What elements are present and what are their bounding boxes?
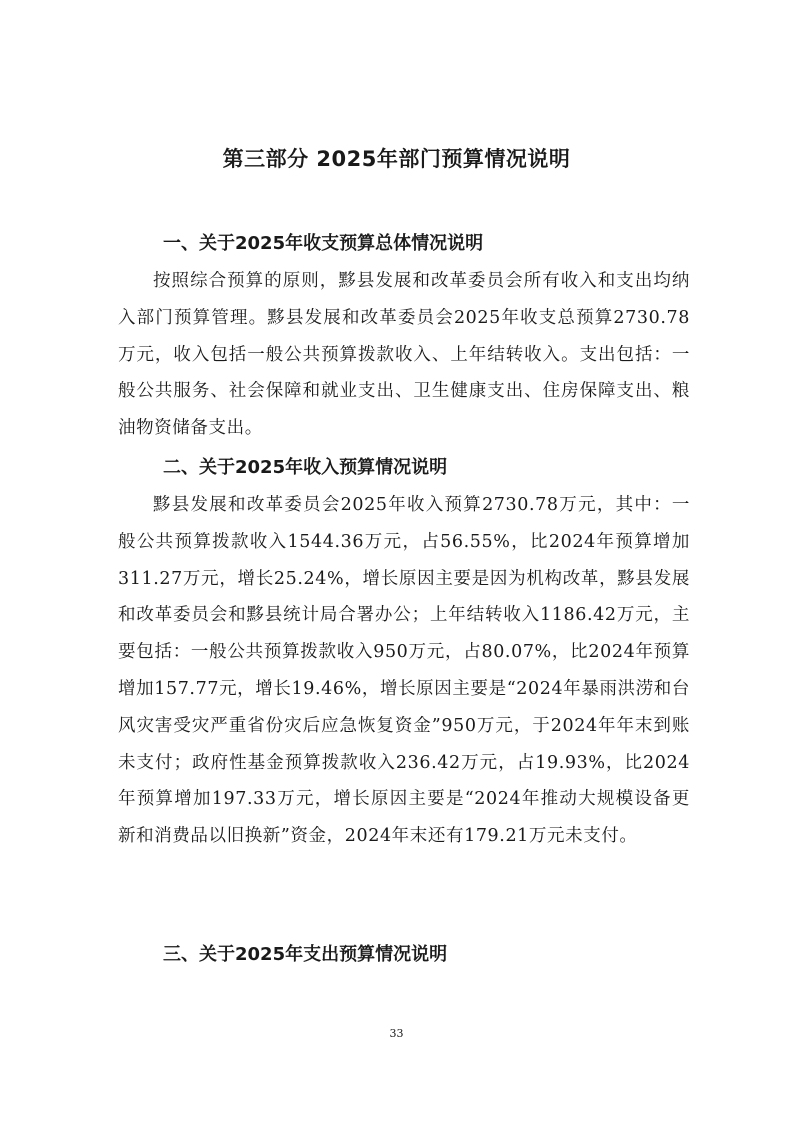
page-number: 33 bbox=[389, 1027, 404, 1040]
page-title: 第三部分 2025年部门预算情况说明 bbox=[222, 147, 571, 171]
section-paragraph-1: 按照综合预算的原则，黟县发展和改革委员会所有收入和支出均纳入部门预算管理。黟县发展和改革委员会2025年收支总预算2730.78万元，收入包括一般公共预算拨款收入、上年结转收入。支出包括：一般公共服务、社会保障和就业支出、卫生健康支出、住房保障支出、粮油物资储备支出。 bbox=[118, 271, 690, 439]
section-heading-3: 三、关于2025年支出预算情况说明 bbox=[163, 944, 448, 965]
section-heading-1: 一、关于2025年收支预算总体情况说明 bbox=[163, 233, 484, 254]
section-heading-2: 二、关于2025年收入预算情况说明 bbox=[163, 457, 448, 478]
section-paragraph-2: 黟县发展和改革委员会2025年收入预算2730.78万元，其中：一般公共预算拨款收入1544.36万元，占56.55%，比2024年预算增加311.27万元，增长25.24%，增长原因主要是因为机构改革，黟县发展和改革委员会和黟县统计局合署办公；上年结转收入1186.42万元，主要包括：一般公共预算拨款收入950万元，占80.07%，比2024年预算增加157.77元，增长19.46%，增长原因主要是“2024年暴雨洪涝和台风灾害受灾严重省份灾后应急恢复资金”950万元，于2024年年末到账未支付；政府性基金预算拨款收入236.42万元，占19.93%，比2024年预算增加197.33万元，增长原因主要是“2024年推动大规模设备更新和消费品以旧换新”资金，2024年末还有179.21万元未支付。 bbox=[118, 495, 690, 847]
